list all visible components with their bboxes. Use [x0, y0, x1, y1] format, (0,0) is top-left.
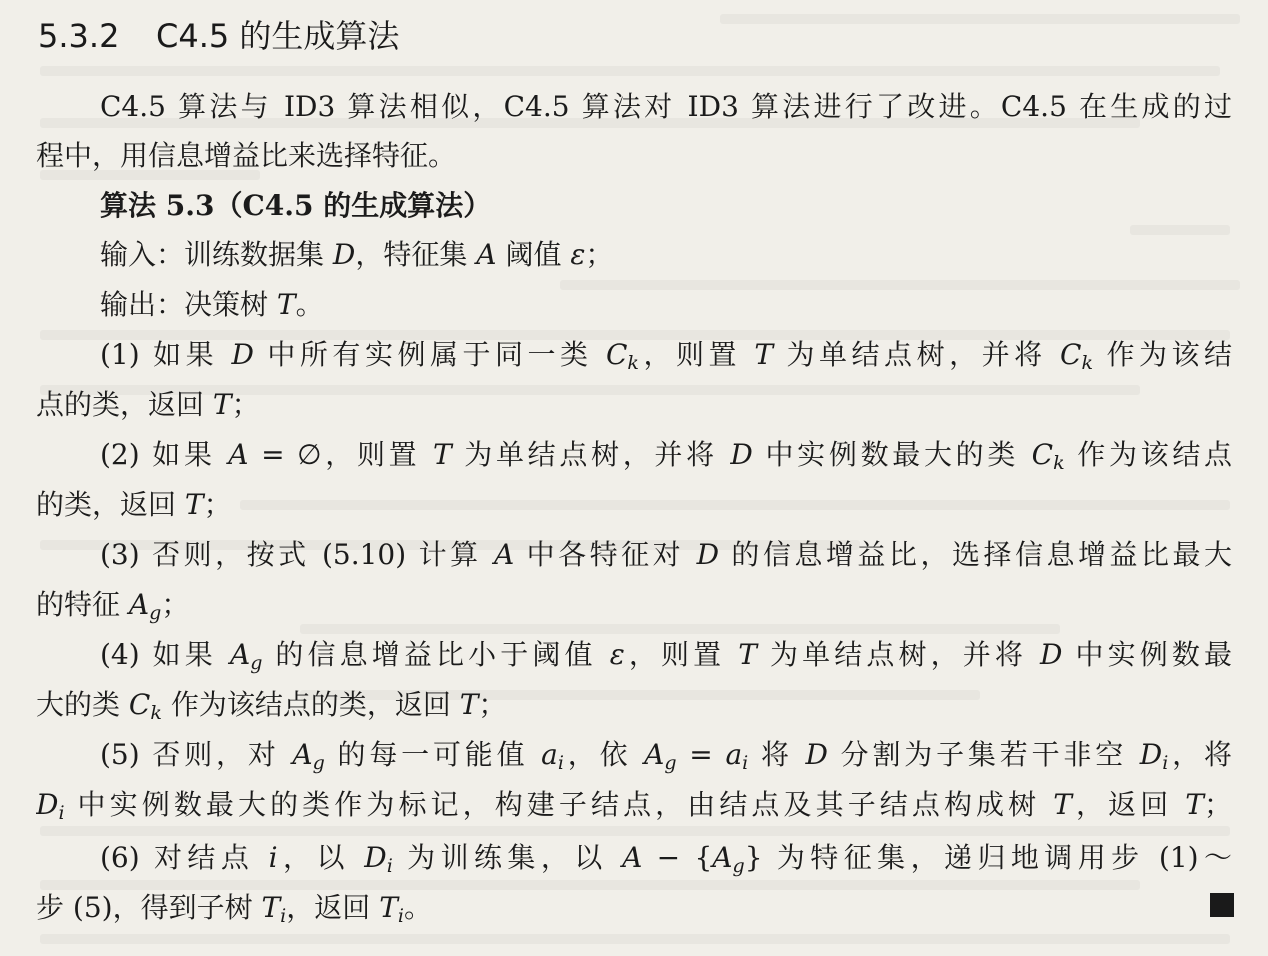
step-3-line-2: 的特征 $A_g$； — [36, 588, 190, 625]
step-3-line-1: (3) 否则，按式 (5.10) 计算 A 中各特征对 D 的信息增益比，选择信息增益比最大 — [100, 538, 1232, 571]
end-of-proof-square-icon — [1210, 893, 1234, 917]
step-1-line-2: 点的类，返回 T； — [36, 388, 260, 421]
section-title: C4.5 的生成算法 — [156, 17, 400, 55]
algorithm-output: 输出：决策树 T。 — [100, 288, 324, 321]
section-number: 5.3.2 — [38, 17, 120, 55]
step-2-line-1: (2) 如果 A = ∅，则置 T 为单结点树，并将 D 中实例数最大的类 $C_k$ 作为该结点 — [100, 438, 1232, 475]
step-5-line-2: $D_i$ 中实例数最大的类作为标记，构建子结点，由结点及其子结点构成树 T，返回 T； — [36, 788, 1232, 825]
intro-paragraph-line-2: 程中，用信息增益比来选择特征。 — [36, 139, 457, 172]
step-6-line-2: 步 (5)，得到子树 $T_i$，返回 $T_i$。 — [36, 891, 432, 928]
intro-paragraph-line-1: C4.5 算法与 ID3 算法相似，C4.5 算法对 ID3 算法进行了改进。C4.5 在生成的过 — [100, 90, 1232, 123]
step-4-line-2: 大的类 $C_k$ 作为该结点的类，返回 T； — [36, 688, 507, 725]
step-5-line-1: (5) 否则，对 $A_g$ 的每一可能值 $a_i$，依 $A_g = a_i$ 将 D 分割为子集若干非空 $D_i$，将 — [100, 738, 1232, 775]
step-1-line-1: (1) 如果 D 中所有实例属于同一类 $C_k$，则置 T 为单结点树，并将 $C_k$ 作为该结 — [100, 338, 1232, 375]
section-heading — [38, 10, 399, 62]
algorithm-title: 算法 5.3（C4.5 的生成算法） — [100, 189, 492, 222]
step-2-line-2: 的类，返回 T； — [36, 488, 232, 521]
step-4-line-1: (4) 如果 $A_g$ 的信息增益比小于阈值 ε，则置 T 为单结点树，并将 D 中实例数最 — [100, 638, 1232, 675]
algorithm-input: 输入：训练数据集 D，特征集 A 阈值 ε； — [100, 238, 614, 271]
step-6-line-1: (6) 对结点 i，以 $D_i$ 为训练集，以 $A - \{A_g\}$ 为特征集，递归地调用步 (1)～ — [100, 841, 1232, 878]
